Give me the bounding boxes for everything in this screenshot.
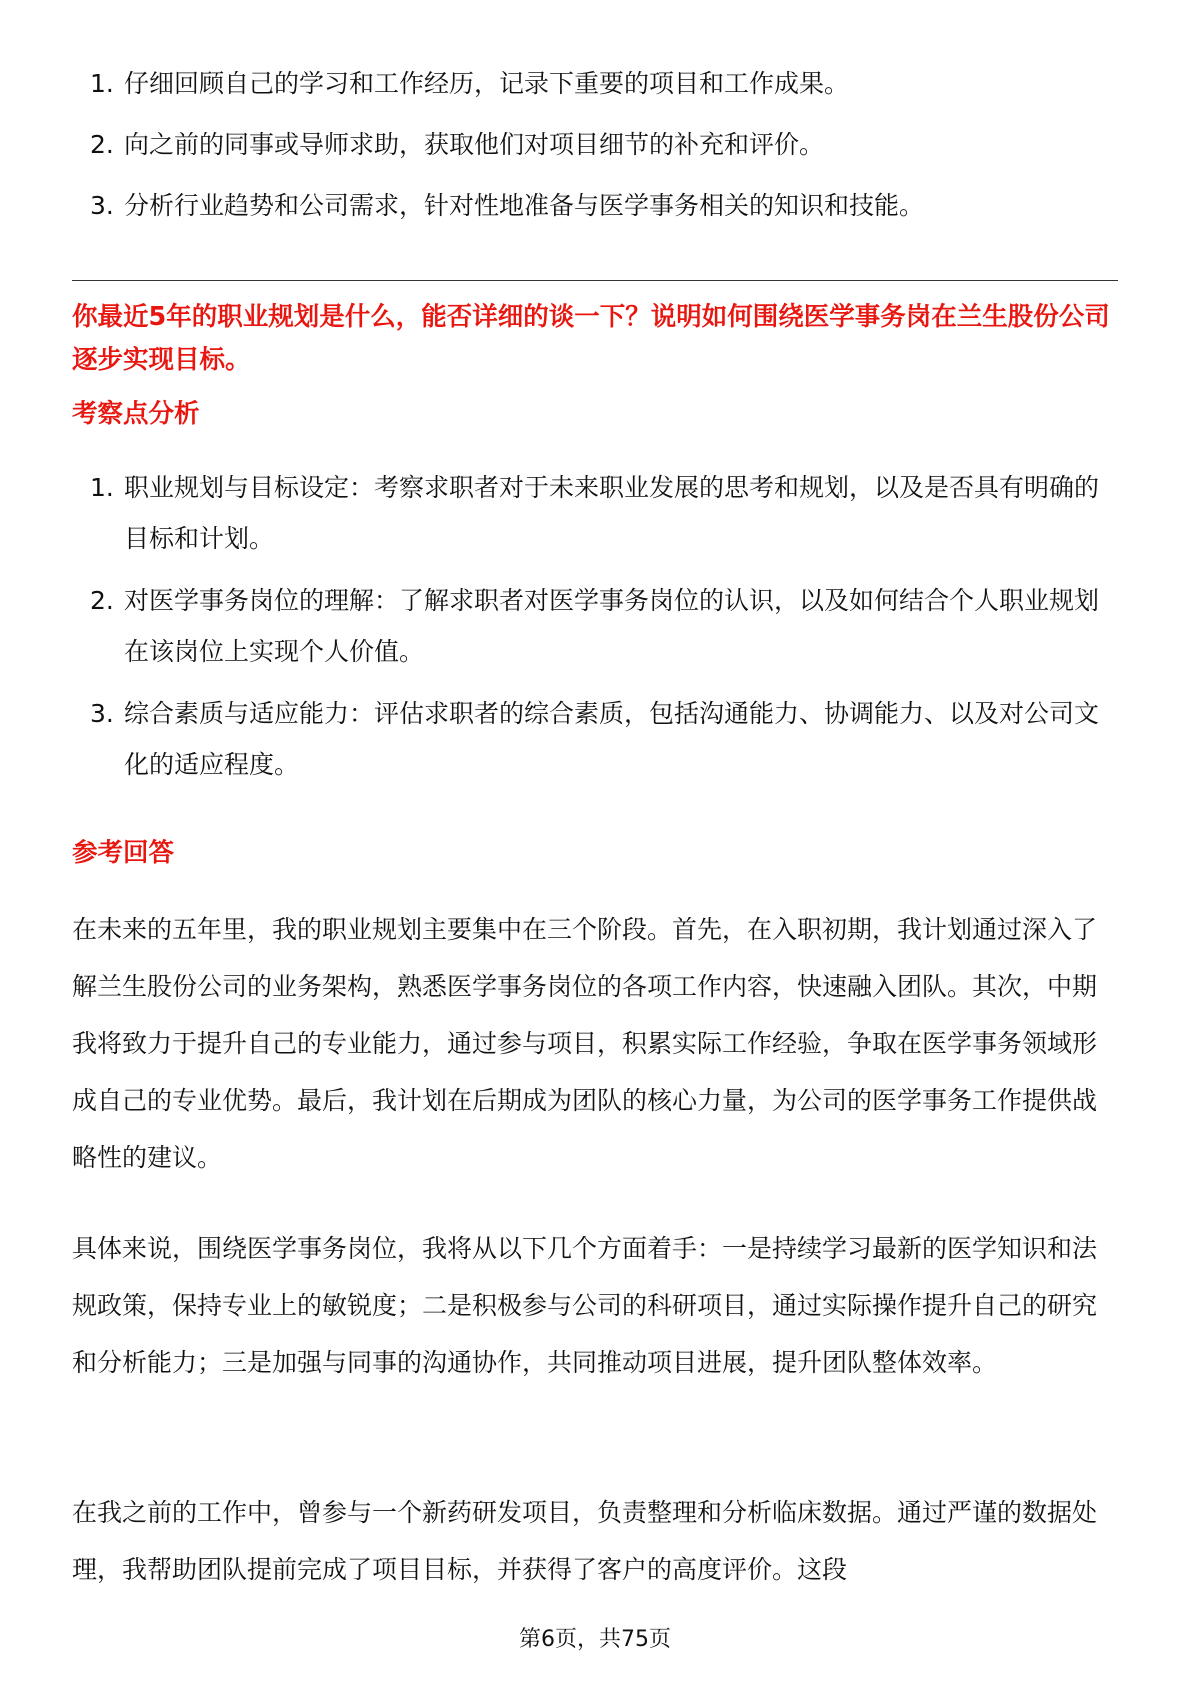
list-item: 3. 分析行业趋势和公司需求，针对性地准备与医学事务相关的知识和技能。 (90, 191, 925, 220)
answer-paragraph: 具体来说，围绕医学事务岗位，我将从以下几个方面着手：一是持续学习最新的医学知识和法规政策，保持专业上的敏锐度；二是积极参与公司的科研项目，通过实际操作提升自己的研究和分析能力；三是加强与同事的沟通协作，共同推动项目进展，提升团队整体效率。 (72, 1234, 1098, 1377)
answer-paragraph: 在未来的五年里，我的职业规划主要集中在三个阶段。首先，在入职初期，我计划通过深入了解兰生股份公司的业务架构，熟悉医学事务岗位的各项工作内容，快速融入团队。其次，中期我将致力于提升自己的专业能力，通过参与项目，积累实际工作经验，争取在医学事务领域形成自己的专业优势。最后，我计划在后期成为团队的核心力量，为公司的医学事务工作提供战略性的建议。 (72, 915, 1098, 1172)
section-divider (72, 280, 1118, 281)
list-item: 1. 职业规划与目标设定：考察求职者对于未来职业发展的思考和规划，以及是否具有明确的目标和计划。 (90, 473, 1100, 553)
analysis-list (72, 462, 1117, 801)
list-item: 1. 仔细回顾自己的学习和工作经历，记录下重要的项目和工作成果。 (90, 69, 850, 98)
intro-list (72, 58, 1117, 241)
analysis-title: 考察点分析 (72, 399, 200, 429)
list-item: 2. 向之前的同事或导师求助，获取他们对项目细节的补充和评价。 (90, 130, 825, 159)
answer-paragraph: 在我之前的工作中，曾参与一个新药研发项目，负责整理和分析临床数据。通过严谨的数据处理，我帮助团队提前完成了项目目标，并获得了客户的高度评价。这段 (72, 1498, 1098, 1584)
answer-title: 参考回答 (72, 838, 175, 868)
list-item: 2. 对医学事务岗位的理解：了解求职者对医学事务岗位的认识，以及如何结合个人职业规划在该岗位上实现个人价值。 (90, 586, 1100, 666)
question-heading: 你最近5年的职业规划是什么，能否详细的谈一下？说明如何围绕医学事务岗在兰生股份公司逐步实现目标。 (72, 302, 1110, 375)
list-item: 3. 综合素质与适应能力：评估求职者的综合素质，包括沟通能力、协调能力、以及对公司文化的适应程度。 (90, 699, 1100, 779)
page-number: 第6页，共75页 (519, 1627, 671, 1652)
